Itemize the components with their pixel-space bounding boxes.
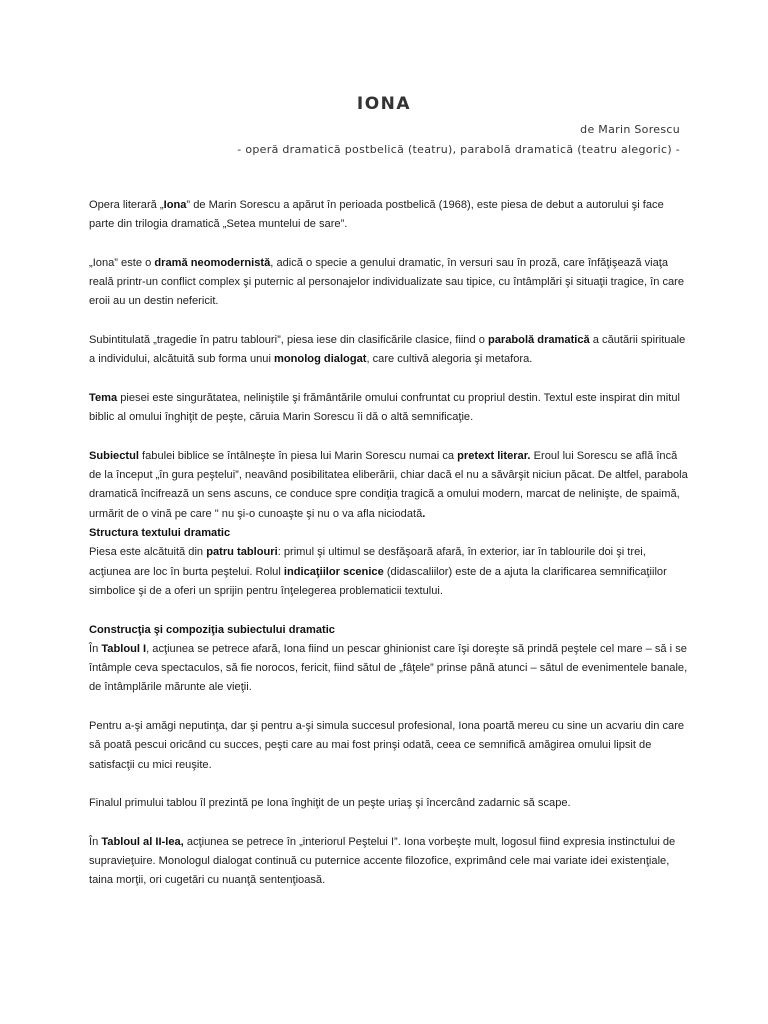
heading-composition: Construcţia şi compoziţia subiectului dramatic [89,623,335,636]
document-body [89,196,689,910]
paragraph-tableau-one: În Tabloul I, acţiunea se petrece afară, Iona fiind un pescar ghinionist care îşi doreşte să prindă peştele cel mare – să i se întâmple ceva spectaculos, să fie norocos, fericit, fiind sătul de „fâţele” prinse până atunci – sătul de evenimentele banale, de întâmplările mărunte ale vieţii. [89,642,688,694]
document-author: de Marin Sorescu [580,123,680,136]
paragraph-subject: Subiectul fabulei biblice se întâlneşte în piesa lui Marin Sorescu numai ca pretext literar. Eroul lui Sorescu se află încă de la început „în gura peştelui”, neavând posibilitatea eliberării, chiar dacă el nu a săvârşit niciun păcat. De altfel, parabola dramatică încifrează un sens ascuns, ce conduce spre condiţia tragică a omului modern, marcat de nelinişte, de spaimă, urmărit de o vină pe care " nu şi-o cunoaşte şi nu o va afla niciodată. [89,449,688,520]
paragraph-intro: Opera literară „Iona” de Marin Sorescu a apărut în perioada postbelică (1968), este piesa de debut a autorului şi face parte din trilogia dramatică „Setea muntelui de sare”. [89,199,664,231]
document-title: IONA [356,94,412,114]
paragraph-theme: Tema piesei este singurătatea, neliniştile şi frământările omului confruntat cu propriul destin. Textul este inspirat din mitul biblic al omului înghiţit de peşte, căruia Marin Sorescu îi dă o altă semnificaţie. [89,391,680,424]
paragraph-structure: Piesa este alcătuită din patru tablouri: primul şi ultimul se desfăşoară afară, în exterior, iar în tablourile doi şi trei, acţiunea are loc în burta peştelui. Rolul indicaţiilor scenice (didascaliilor) este de a ajuta la clarificarea semnificaţiilor simbolice şi de a oferi un sprijin pentru înţelegerea problematicii textului. [89,546,667,597]
paragraph-subtitle-parable: Subintitulată „tragedie în patru tablouri”, piesa iese din clasificările clasice, fiind o parabolă dramatică a căutării spirituale a individului, alcătuită sub forma unui monolog dialogat, care cultivă alegoria şi metafora. [89,334,686,366]
document-subtitle: - operă dramatică postbelică (teatru), parabolă dramatică (teatru alegoric) - [237,143,680,156]
paragraph-first-tableau-ending: Finalul primului tablou îl prezintă pe Iona înghiţit de un peşte uriaş şi încercând zadarnic să scape. [89,797,571,810]
paragraph-aquarium: Pentru a-şi amăgi neputinţa, dar şi pentru a-şi simula succesul profesional, Iona poartă mereu cu sine un acvariu din care să poată pescui oricând cu succes, peşti care au mai fost prinşi odată, ceea ce semnifică amăgirea omului lipsit de satisfacţii cu mici reuşite. [89,720,685,771]
heading-structure: Structura textului dramatic [89,527,231,540]
paragraph-tableau-two: În Tabloul al II-lea, acţiunea se petrece în „interiorul Peştelui I”. Iona vorbeşte mult, logosul fiind expresia instinctului de supravieţuire. Monologul dialogat continuă cu puternice accente filozofice, exprimând cele mai variate idei existenţiale, taina morţii, ori cugetări cu nuanţă sentenţioasă. [89,835,676,887]
paragraph-species: „Iona” este o dramă neomodernistă, adică o specie a genului dramatic, în versuri sau în proză, care înfăţişează viaţa reală printr-un conflict complex şi puternic al personajelor individualizate sau tipice, cu întâmplări şi situaţii tragice, în care eroii au un destin nefericit. [89,256,685,308]
